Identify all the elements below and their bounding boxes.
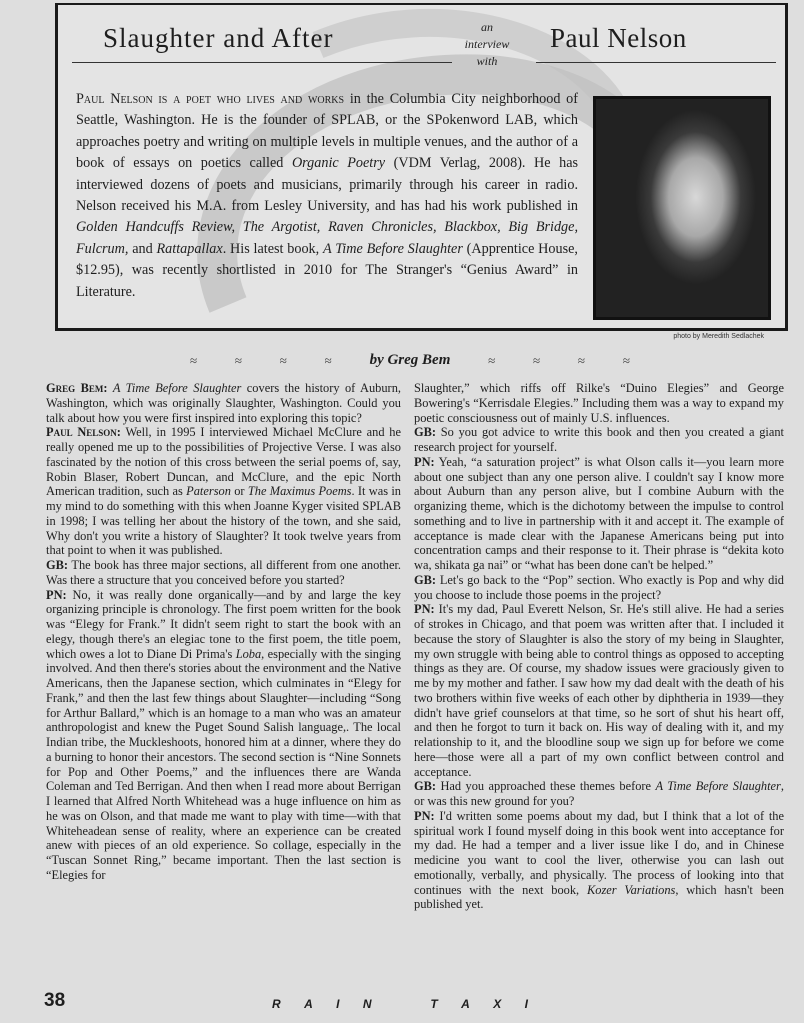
paragraph-text: Slaughter,” which riffs off Rilke's “Duino Elegies” and George Bowering's “Kerrisdale Elegies.” Including them was a way to expand my poetic consciousness out of mainly U.S. influences. [414,381,784,425]
title-right: Paul Nelson [550,23,687,53]
magazine-letter: T [430,997,438,1011]
interview-paragraph [414,573,784,603]
bio-text: (VDM Verlag, 2008). He has interviewed dozens of poets and musicians, primarily through his career in radio. Nelson received his M.A. from Lesley University, and has had his work published in [76,155,579,215]
bio-text: in the Columbia City neighborhood of Seattle, Washington. He is the founder of SPLAB, or the SPokenword LAB, which approaches poetry and writing on multiple levels in multiple venues, and the author of a book of essays on poetics called [76,91,578,172]
paragraph-text: It's my dad, Paul Everett Nelson, Sr. He's still alive. He had a series of strokes in Chicago, and that poem was written after that. I included it because the story of Slaughter is also the story of my being in Slaughter, my own struggle with being able to control things as opposed to accepting things as they are. Of course, my shadow issues were graciously given to me by my mother and father. I saw how my dad dealt with the death of his two brothers within five weeks of each other by diphtheria in 1939—they didn't have grief counselors at that time, so he sort of shut his heart off, and then he forgot to turn it back on. His way of dealing with it, and my relationship to it, and the bloodline soup we sign up for before we come here—those were all a part of my own conflict between control and acceptance. [414,602,784,779]
author-bio [76,89,578,303]
paragraph-text: No, it was really done organically—and by and large the key organizing principle is chronology. The first poem written for the book was “Elegy for Frank.” It didn't seem right to start the book with an elegy, though there's an elegiac tone to the first poem, the title poem, which owes a lot to Diane Di Prima's [46,587,401,661]
paragraph-text: Well, in 1995 I interviewed Michael McClure and he really opened me up to the possibilities of Projective Verse. I was also fascinated by the notion of this cross between the serial poems of, say, Robin Blaser, Robert Duncan, and McClure, and the epic North American tradition, such as [46,425,401,499]
page-number: 38 [44,990,66,1011]
paragraph-text: The book has three major sections, all different from one another. Was there a structure that you conceived before you started? [46,558,401,587]
magazine-letter: N [362,997,372,1011]
speaker-label: GB: [414,779,437,794]
bio-text: Golden Handcuffs Review, The Argotist, Raven Chronicles, Blackbox, Big Bridge, Fulcrum, [76,219,578,257]
title-rule-right [536,62,776,63]
title-rule-left [72,62,452,63]
bio-text: (Apprentice House, $12.95), was recently shortlisted in 2010 for The Stranger's “Genius Award” in Literature. [76,240,578,300]
speaker-label: PN: [414,602,435,617]
bio-text: . His latest book, [222,240,323,257]
speaker-label: PN: [414,454,435,469]
paragraph-text: A Time Before Slaughter [112,381,242,395]
speaker-label: Greg Bem: [46,381,108,395]
paragraph-text: Had you approached these themes before [436,779,656,794]
speaker-label: Paul Nelson: [46,425,121,440]
squiggle-ornament: ≈ [190,352,198,368]
interview-paragraph [414,779,784,809]
squiggle-ornament: ≈ [488,352,496,368]
column-left [46,381,401,883]
paragraph-text: Paterson [186,484,231,499]
squiggle-ornament: ≈ [533,352,541,368]
paragraph-text: Let's go back to the “Pop” section. Who exactly is Pop and why did you choose to include those poems in the project? [414,572,784,602]
speaker-label: PN: [46,587,67,602]
magazine-letter: A [304,997,313,1011]
magazine-letter: I [524,997,528,1011]
paragraph-text: or [230,484,248,499]
title-connector [442,19,532,70]
bio-text: and [128,240,157,257]
byline-row [190,352,630,369]
column-right [414,381,784,912]
interview-paragraph [414,425,784,455]
paragraph-text: Kozer Variations [586,882,676,897]
interview-paragraph [414,381,784,425]
speaker-label: PN: [414,808,435,823]
header-box [55,3,788,331]
interview-paragraph [414,809,784,912]
byline: by Greg Bem [369,352,451,368]
paragraph-text: A Time Before Slaughter [655,779,781,794]
interview-paragraph [414,455,784,573]
magazine-letter: R [272,997,281,1011]
speaker-label: GB: [414,572,437,587]
paragraph-text: Yeah, “a saturation project” is what Olson calls it—you learn more about one subject than any one person alive. I couldn't say I know more about Auburn than any person alive, but I combine Auburn with the organizing theme, which is the dichotomy between the impulse to control something and to live in partnership with it and accept it. The example of acceptance is made clear with the Japanese Americans being put into concentration camps and their response to it. Their phrase is “dekita koto wa, shikata ga nai” or “what has been done can't be helped.” [414,454,784,572]
paragraph-text: Loba [235,646,262,661]
squiggle-ornament: ≈ [234,352,243,368]
photo-caption: photo by Meredith Sedlachek [673,333,764,340]
squiggle-ornament: ≈ [324,352,332,368]
paragraph-text: The Maximus Poems [247,484,352,499]
bio-text: A Time Before Slaughter [323,240,463,257]
magazine-name [272,997,528,1011]
interview-paragraph [46,425,401,558]
squiggle-ornament: ≈ [279,352,287,368]
magazine-letter: A [461,997,470,1011]
interview-paragraph [414,602,784,779]
bio-text: Rattapallax [156,240,223,257]
title-connector-an: an [481,20,493,34]
title-connector-with: with [476,54,498,68]
squiggle-ornament: ≈ [622,352,630,368]
title-left: Slaughter and After [103,23,334,53]
author-photo [593,96,771,320]
paragraph-text: , which hasn't been published yet. [414,882,784,912]
bio-text: Paul Nelson is a poet who lives and works [76,91,345,107]
speaker-label: GB: [414,425,437,440]
paragraph-text: So you got advice to write this book and then you created a giant research project for yourself. [414,425,784,454]
magazine-letter: X [493,997,502,1011]
bio-text: Organic Poetry [291,155,386,172]
interview-paragraph [46,558,401,588]
title-connector-interview: interview [464,37,510,51]
paragraph-text: covers the history of Auburn, Washington, which was originally Slaughter, Washington. Could you talk about how you were first inspired into exploring this topic? [46,381,401,425]
paragraph-text: , or was this new ground for you? [414,779,784,808]
paragraph-text: I'd written some poems about my dad, but I think that a lot of the spiritual work I found myself doing in this book went into acceptance for my dad. He had a temper and a liver issue like I do, and in Chinese medicine you want to cool the liver, otherwise you can lash out emotionally, verbally, and physically. The process of looking into that continues with the next book, [414,808,784,897]
paragraph-text: . It was in my mind to do something with this when Joanne Kyger visited SPLAB in 1998; I was telling her about the history of the town, and she said, Why don't you write a history of Slaughter? It took twelve years from that point to when it was published. [46,484,401,558]
squiggle-ornament: ≈ [577,352,586,368]
speaker-label: GB: [46,558,69,572]
paragraph-text: , especially with the singing involved. And then there's stories about the environment and the Native Americans, then the Japanese section, which culminates in “Elegy for Frank,” and then the last few things about Slaughter—including “Song for Arthur Ballard,” which is an homage to a man who was an amateur anthropologist and knew the Puget Sound Salish language,. The local Indian tribe, the Muckleshoots, honored him at a dinner, where they do a burning to honor their ancestors. The second section is “Nine Sonnets for Pop and Other Poems,” and the influences there are Wanda Coleman and Ted Berrigan. And then when I read more about Berrigan I learned that Alfred North Whitehead was a huge influence on him as he was on Olson, and that made me want to play with time—with that Whiteheadean sense of reality, where an experience can be created anew with pieces of an old experience. So collage, especially in the “Tuscan Sonnet Ring,” became important. Then the last section is “Elegies for [46,646,402,882]
interview-paragraph [46,588,401,883]
magazine-letter: I [336,997,340,1011]
interview-paragraph [46,381,401,425]
